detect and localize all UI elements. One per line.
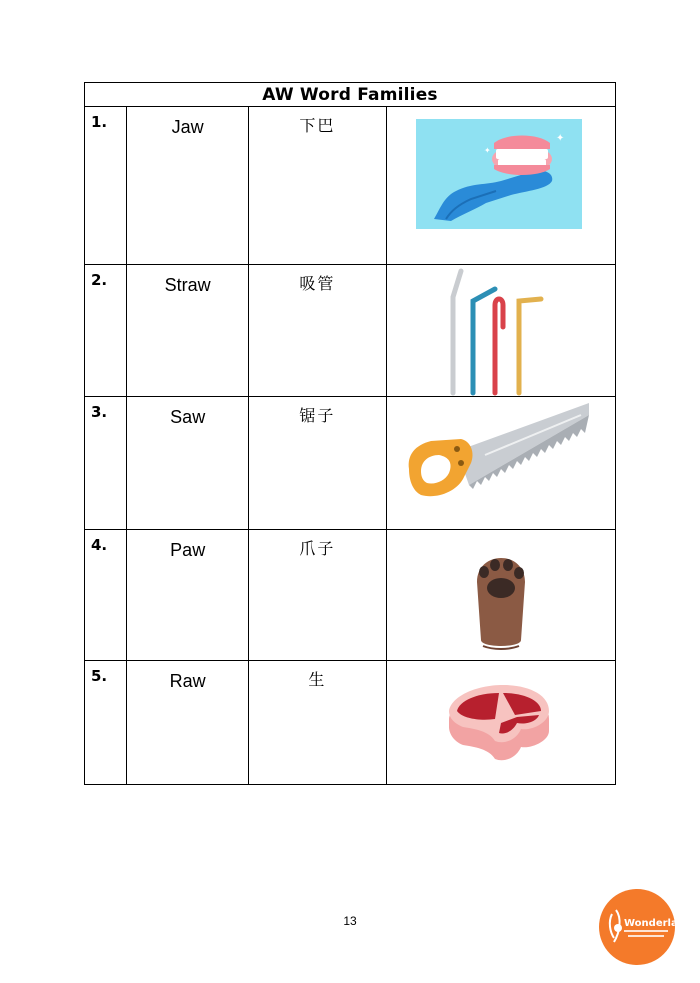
hand-saw-icon xyxy=(405,401,595,505)
raw-meat-picture xyxy=(387,661,615,784)
wonderland-logo xyxy=(598,888,692,966)
paw-picture xyxy=(387,530,615,660)
english-word: Saw xyxy=(170,407,206,427)
table-row xyxy=(85,661,616,785)
english-word: Jaw xyxy=(171,117,204,137)
jaw-picture xyxy=(387,107,615,264)
row-number: 2. xyxy=(91,271,108,289)
chinese-word: 爪子 xyxy=(299,539,336,558)
english-word: Straw xyxy=(164,275,211,295)
svg-text:✦: ✦ xyxy=(555,133,564,144)
chinese-word: 生 xyxy=(308,670,327,689)
page-number: 13 xyxy=(343,914,357,928)
svg-text:✦: ✦ xyxy=(483,146,491,155)
table-row xyxy=(85,265,616,397)
straw-picture xyxy=(387,265,615,396)
dentures-on-hand-icon xyxy=(416,119,582,229)
chinese-word: 下巴 xyxy=(299,116,336,135)
svg-text:Wonderland: Wonderland xyxy=(624,918,692,929)
table-row xyxy=(85,397,616,530)
row-number: 4. xyxy=(91,536,108,554)
table-title: AW Word Families xyxy=(85,83,616,107)
chinese-word: 吸管 xyxy=(299,274,336,293)
paw-icon xyxy=(471,552,531,652)
table-row xyxy=(85,530,616,661)
chinese-word: 锯子 xyxy=(299,406,336,425)
straws-icon xyxy=(445,267,555,395)
english-word: Paw xyxy=(170,540,206,560)
steak-icon xyxy=(445,683,553,767)
table-row xyxy=(85,107,616,265)
row-number: 5. xyxy=(91,667,108,685)
saw-picture xyxy=(387,397,615,529)
word-family-table xyxy=(84,82,616,785)
row-number: 1. xyxy=(91,113,108,131)
row-number: 3. xyxy=(91,403,108,421)
english-word: Raw xyxy=(169,671,206,691)
